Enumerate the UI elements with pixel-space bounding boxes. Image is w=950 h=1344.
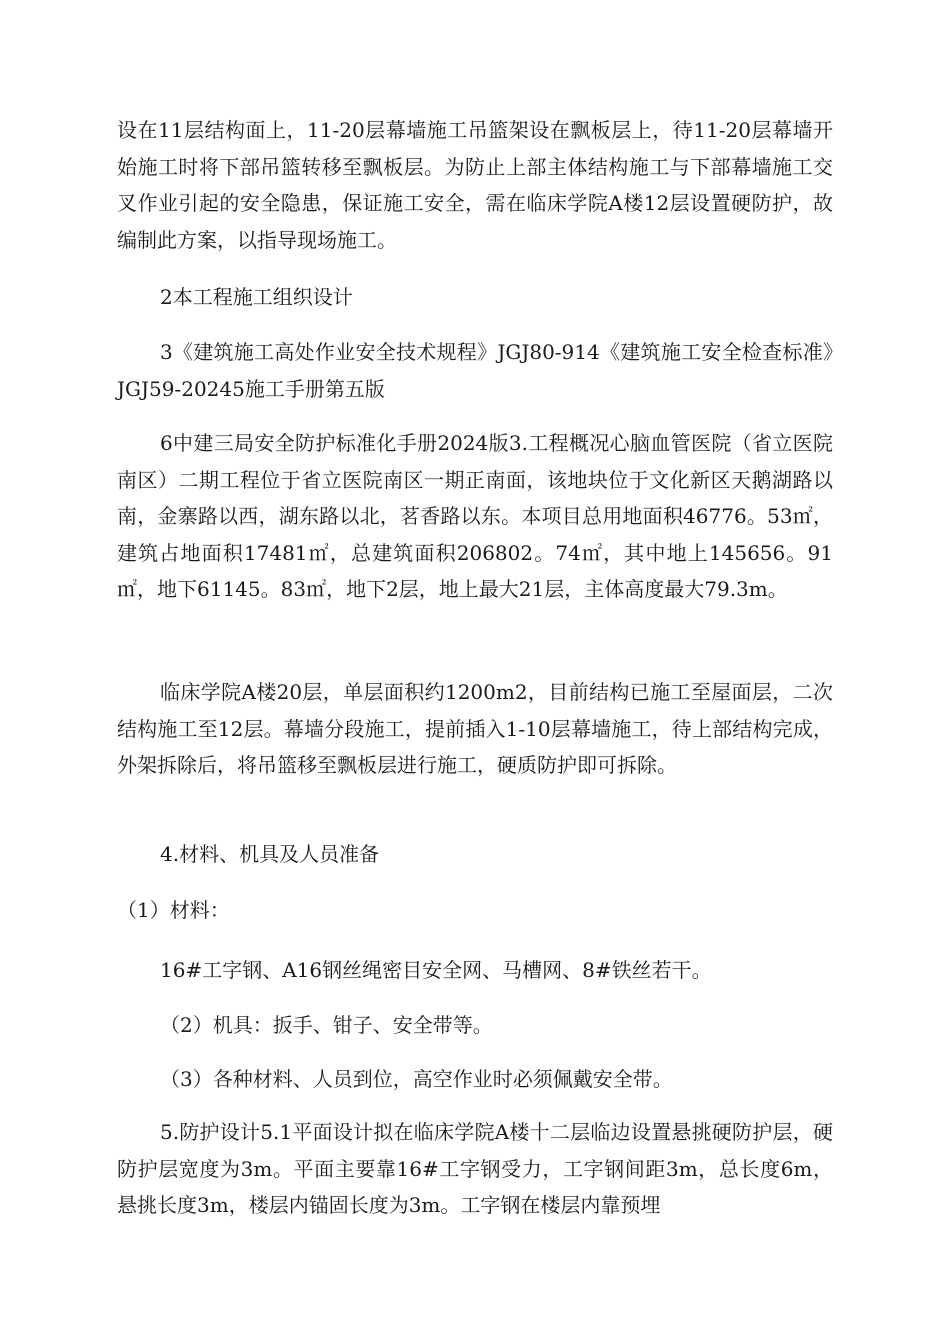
paragraph-tools: （2）机具：扳手、钳子、安全带等。 [160,1013,493,1037]
paragraph-protection-design: 5.防护设计5.1平面设计拟在临床学院A楼十二层临边设置悬挑硬防护层，硬防护层宽度为3m。平面主要靠16#工字钢受力，工字钢间距3m，总长度6m，悬挑长度3m，楼层内锚固长度为3m。工字钢在楼层内靠预埋 [117,1120,833,1217]
subheading-materials: （1）材料： [117,898,230,922]
paragraph-personnel: （3）各种材料、人员到位，高空作业时必须佩戴安全带。 [160,1067,673,1091]
paragraph-reference-2: 2本工程施工组织设计 [160,285,353,309]
paragraph-project-overview: 6中建三局安全防护标准化手册2024版3.工程概况心脑血管医院（省立医院南区）二期工程位于省立医院南区一期正南面，该地块位于文化新区天鹅湖路以南，金寨路以西，湖东路以北，茗香路以东。本项目总用地面积46776。53㎡，建筑占地面积17481㎡，总建筑面积206802。74㎡，其中地上145656。91㎡，地下61145。83㎡，地下2层，地上最大21层，主体高度最大79.3m。 [117,431,833,601]
section-heading-materials: 4.材料、机具及人员准备 [160,842,380,866]
paragraph-building-a-status: 临床学院A楼20层，单层面积约1200m2，目前结构已施工至屋面层，二次结构施工至12层。幕墙分段施工，提前插入1-10层幕墙施工，待上部结构完成，外架拆除后，将吊篮移至飘板层进行施工，硬质防护即可拆除。 [117,680,833,777]
paragraph-project-background: 设在11层结构面上，11-20层幕墙施工吊篮架设在飘板层上，待11-20层幕墙开始施工时将下部吊篮转移至飘板层。为防止上部主体结构施工与下部幕墙施工交叉作业引起的安全隐患，保证施工安全，需在临床学院A楼12层设置硬防护，故编制此方案，以指导现场施工。 [117,118,833,252]
paragraph-materials-list: 16#工字钢、A16钢丝绳密目安全网、马槽网、8#铁丝若干。 [160,958,712,982]
paragraph-reference-3: 3《建筑施工高处作业安全技术规程》JGJ80-914《建筑施工安全检查标准》JGJ59-20245施工手册第五版 [117,340,833,401]
